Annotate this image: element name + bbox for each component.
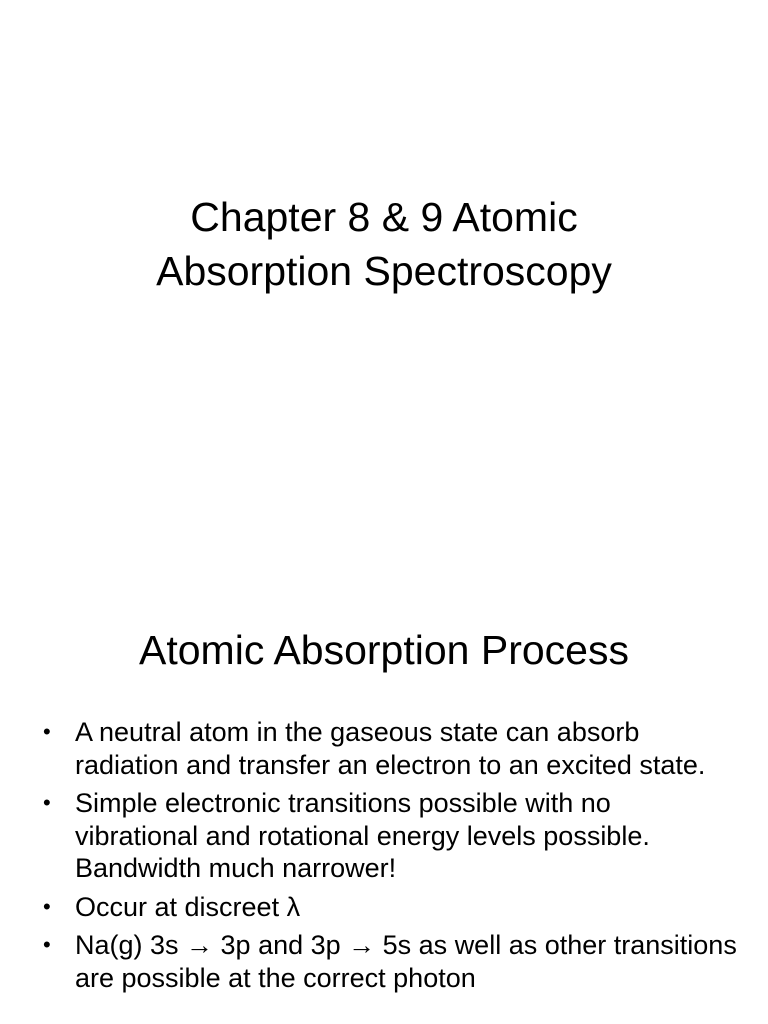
bullet-icon: • <box>43 790 51 815</box>
bullet-text: Simple electronic transitions possible with no vibrational and rotational energy levels possible. Bandwidth much narrower! <box>75 788 650 883</box>
bullet-icon: • <box>43 893 51 919</box>
bullet-item <box>40 787 740 885</box>
bullet-text: Occur at discreet λ <box>75 891 301 922</box>
bullet-text: A neutral atom in the gaseous state can absorb radiation and transfer an electron to an excited state. <box>75 717 706 780</box>
slide-2-title: Atomic Absorption Process <box>139 627 629 673</box>
bullet-icon: • <box>43 719 51 744</box>
bullet-list <box>40 716 740 1000</box>
bullet-item <box>40 929 740 994</box>
bullet-item <box>40 891 740 924</box>
slide-1-title-line-1: Chapter 8 & 9 Atomic <box>190 194 578 240</box>
bullet-icon: • <box>43 932 51 957</box>
bullet-text: Na(g) 3s → 3p and 3p → 5s as well as other transitions are possible at the correct photon <box>75 930 737 993</box>
slide-1-title-line-2: Absorption Spectroscopy <box>156 248 612 294</box>
slide-1-title <box>0 190 768 298</box>
bullet-item <box>40 716 740 781</box>
slide-2 <box>0 576 768 1024</box>
